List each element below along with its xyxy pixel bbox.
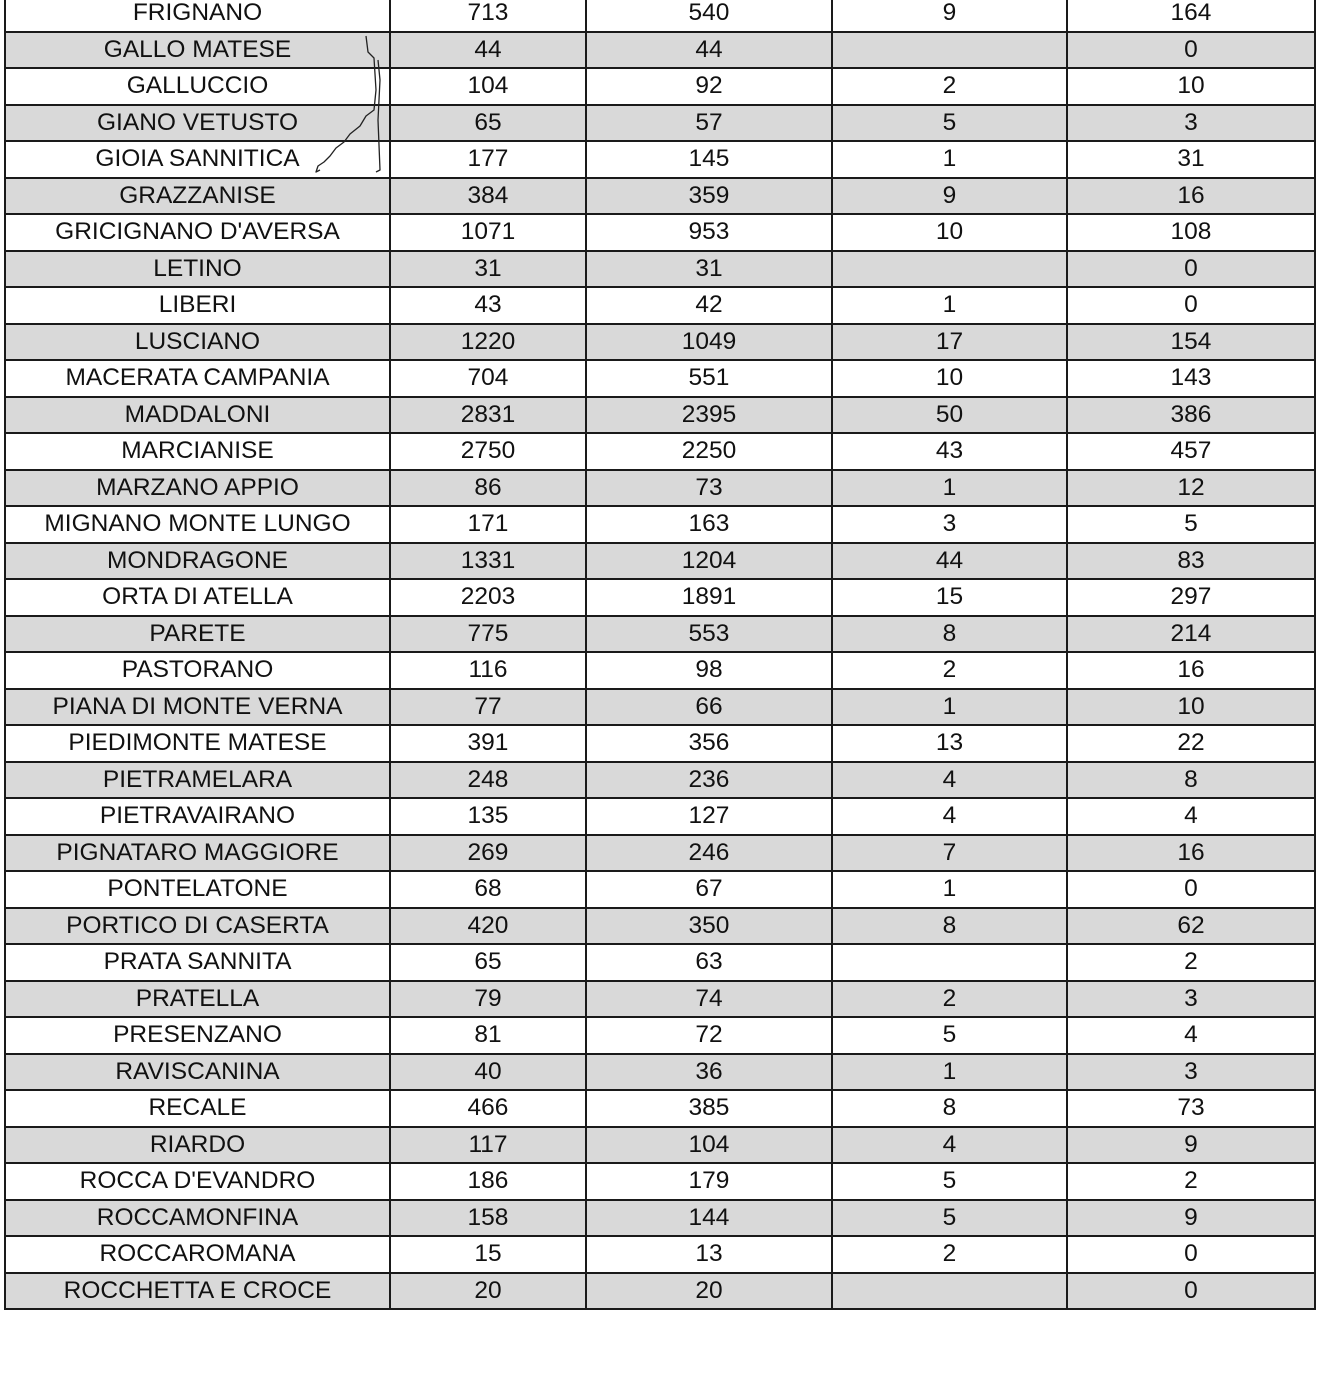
- value-cell: 31: [1067, 141, 1315, 178]
- value-cell: 2: [832, 1236, 1067, 1273]
- value-cell: 3: [1067, 1054, 1315, 1091]
- value-cell: 177: [390, 141, 586, 178]
- value-cell: 86: [390, 470, 586, 507]
- value-cell: 775: [390, 616, 586, 653]
- value-cell: 9: [1067, 1127, 1315, 1164]
- value-cell: 43: [390, 287, 586, 324]
- value-cell: 50: [832, 397, 1067, 434]
- table-row: [5, 616, 1315, 653]
- value-cell: 384: [390, 178, 586, 215]
- value-cell: 44: [832, 543, 1067, 580]
- table-row: [5, 141, 1315, 178]
- value-cell: 551: [586, 360, 832, 397]
- value-cell: [832, 944, 1067, 981]
- value-cell: 0: [1067, 287, 1315, 324]
- municipality-cell: PONTELATONE: [5, 871, 390, 908]
- table-body: [5, 0, 1315, 1309]
- value-cell: 10: [1067, 68, 1315, 105]
- table-row: [5, 871, 1315, 908]
- value-cell: 116: [390, 652, 586, 689]
- municipality-cell: LUSCIANO: [5, 324, 390, 361]
- value-cell: 0: [1067, 32, 1315, 69]
- value-cell: 5: [832, 1017, 1067, 1054]
- value-cell: 1: [832, 470, 1067, 507]
- table-row: [5, 178, 1315, 215]
- value-cell: 31: [390, 251, 586, 288]
- value-cell: 40: [390, 1054, 586, 1091]
- value-cell: 171: [390, 506, 586, 543]
- value-cell: 2: [832, 981, 1067, 1018]
- value-cell: 0: [1067, 1273, 1315, 1310]
- value-cell: 5: [832, 105, 1067, 142]
- table-row: [5, 1200, 1315, 1237]
- municipality-cell: RECALE: [5, 1090, 390, 1127]
- municipality-cell: PRATELLA: [5, 981, 390, 1018]
- value-cell: 5: [832, 1163, 1067, 1200]
- table-row: [5, 689, 1315, 726]
- value-cell: 4: [1067, 798, 1315, 835]
- municipality-cell: MONDRAGONE: [5, 543, 390, 580]
- municipality-cell: GALLUCCIO: [5, 68, 390, 105]
- municipality-cell: LIBERI: [5, 287, 390, 324]
- value-cell: 1: [832, 871, 1067, 908]
- value-cell: [832, 251, 1067, 288]
- municipality-cell: GALLO MATESE: [5, 32, 390, 69]
- value-cell: 246: [586, 835, 832, 872]
- value-cell: 135: [390, 798, 586, 835]
- value-cell: 269: [390, 835, 586, 872]
- value-cell: 553: [586, 616, 832, 653]
- table-row: [5, 324, 1315, 361]
- municipality-cell: GIANO VETUSTO: [5, 105, 390, 142]
- value-cell: 1071: [390, 214, 586, 251]
- municipality-cell: ROCCAROMANA: [5, 1236, 390, 1273]
- value-cell: 66: [586, 689, 832, 726]
- value-cell: 3: [1067, 981, 1315, 1018]
- municipality-cell: PIETRAVAIRANO: [5, 798, 390, 835]
- value-cell: 57: [586, 105, 832, 142]
- municipality-cell: RAVISCANINA: [5, 1054, 390, 1091]
- value-cell: 186: [390, 1163, 586, 1200]
- table-row: [5, 360, 1315, 397]
- table-row: [5, 1273, 1315, 1310]
- table-row: [5, 1017, 1315, 1054]
- municipality-cell: MARZANO APPIO: [5, 470, 390, 507]
- municipality-cell: ROCCAMONFINA: [5, 1200, 390, 1237]
- value-cell: 2: [832, 652, 1067, 689]
- value-cell: 2: [1067, 944, 1315, 981]
- table-row: [5, 835, 1315, 872]
- value-cell: 236: [586, 762, 832, 799]
- value-cell: 98: [586, 652, 832, 689]
- value-cell: 0: [1067, 871, 1315, 908]
- value-cell: 1: [832, 689, 1067, 726]
- value-cell: 466: [390, 1090, 586, 1127]
- value-cell: 9: [1067, 1200, 1315, 1237]
- value-cell: 5: [1067, 506, 1315, 543]
- value-cell: 457: [1067, 433, 1315, 470]
- value-cell: 127: [586, 798, 832, 835]
- value-cell: 67: [586, 871, 832, 908]
- value-cell: 2395: [586, 397, 832, 434]
- value-cell: 154: [1067, 324, 1315, 361]
- value-cell: 1331: [390, 543, 586, 580]
- municipality-cell: MACERATA CAMPANIA: [5, 360, 390, 397]
- value-cell: 92: [586, 68, 832, 105]
- value-cell: 1: [832, 1054, 1067, 1091]
- value-cell: 31: [586, 251, 832, 288]
- value-cell: 359: [586, 178, 832, 215]
- value-cell: 1: [832, 287, 1067, 324]
- value-cell: 4: [1067, 1017, 1315, 1054]
- value-cell: 13: [832, 725, 1067, 762]
- municipality-cell: GRAZZANISE: [5, 178, 390, 215]
- municipality-cell: PRESENZANO: [5, 1017, 390, 1054]
- municipality-cell: PRATA SANNITA: [5, 944, 390, 981]
- municipality-cell: ORTA DI ATELLA: [5, 579, 390, 616]
- value-cell: 8: [832, 908, 1067, 945]
- table-row: [5, 1163, 1315, 1200]
- table-row: [5, 908, 1315, 945]
- table-row: [5, 1127, 1315, 1164]
- municipality-cell: MARCIANISE: [5, 433, 390, 470]
- value-cell: 10: [832, 214, 1067, 251]
- value-cell: 104: [586, 1127, 832, 1164]
- municipality-cell: PIANA DI MONTE VERNA: [5, 689, 390, 726]
- value-cell: 4: [832, 798, 1067, 835]
- municipality-cell: PIGNATARO MAGGIORE: [5, 835, 390, 872]
- value-cell: 297: [1067, 579, 1315, 616]
- value-cell: 12: [1067, 470, 1315, 507]
- value-cell: 4: [832, 1127, 1067, 1164]
- table-row: [5, 214, 1315, 251]
- value-cell: 13: [586, 1236, 832, 1273]
- value-cell: 72: [586, 1017, 832, 1054]
- value-cell: 16: [1067, 835, 1315, 872]
- value-cell: 36: [586, 1054, 832, 1091]
- value-cell: 356: [586, 725, 832, 762]
- table-row: [5, 981, 1315, 1018]
- value-cell: 1049: [586, 324, 832, 361]
- value-cell: 1891: [586, 579, 832, 616]
- value-cell: 104: [390, 68, 586, 105]
- value-cell: 5: [832, 1200, 1067, 1237]
- table-row: [5, 32, 1315, 69]
- value-cell: 77: [390, 689, 586, 726]
- value-cell: 1: [832, 141, 1067, 178]
- value-cell: 8: [832, 1090, 1067, 1127]
- value-cell: 65: [390, 944, 586, 981]
- value-cell: 350: [586, 908, 832, 945]
- value-cell: 79: [390, 981, 586, 1018]
- table-row: [5, 652, 1315, 689]
- table-row: [5, 105, 1315, 142]
- value-cell: 81: [390, 1017, 586, 1054]
- value-cell: 44: [586, 32, 832, 69]
- municipality-cell: RIARDO: [5, 1127, 390, 1164]
- municipality-cell: PASTORANO: [5, 652, 390, 689]
- municipality-cell: FRIGNANO: [5, 0, 390, 32]
- table-row: [5, 725, 1315, 762]
- municipality-cell: ROCCA D'EVANDRO: [5, 1163, 390, 1200]
- table-row: [5, 251, 1315, 288]
- value-cell: 391: [390, 725, 586, 762]
- table-row: [5, 0, 1315, 32]
- value-cell: 214: [1067, 616, 1315, 653]
- municipality-cell: PORTICO DI CASERTA: [5, 908, 390, 945]
- value-cell: 713: [390, 0, 586, 32]
- value-cell: 385: [586, 1090, 832, 1127]
- value-cell: 164: [1067, 0, 1315, 32]
- value-cell: 62: [1067, 908, 1315, 945]
- table-row: [5, 1090, 1315, 1127]
- value-cell: 2: [1067, 1163, 1315, 1200]
- value-cell: 0: [1067, 1236, 1315, 1273]
- value-cell: 22: [1067, 725, 1315, 762]
- value-cell: 704: [390, 360, 586, 397]
- value-cell: [832, 1273, 1067, 1310]
- value-cell: 179: [586, 1163, 832, 1200]
- value-cell: 117: [390, 1127, 586, 1164]
- value-cell: 15: [390, 1236, 586, 1273]
- value-cell: 15: [832, 579, 1067, 616]
- value-cell: 158: [390, 1200, 586, 1237]
- value-cell: 68: [390, 871, 586, 908]
- value-cell: 4: [832, 762, 1067, 799]
- value-cell: 2: [832, 68, 1067, 105]
- table-row: [5, 579, 1315, 616]
- value-cell: 953: [586, 214, 832, 251]
- value-cell: 9: [832, 178, 1067, 215]
- table-row: [5, 68, 1315, 105]
- value-cell: 8: [832, 616, 1067, 653]
- value-cell: 20: [586, 1273, 832, 1310]
- value-cell: 83: [1067, 543, 1315, 580]
- value-cell: 20: [390, 1273, 586, 1310]
- municipality-cell: MIGNANO MONTE LUNGO: [5, 506, 390, 543]
- table-row: [5, 1054, 1315, 1091]
- value-cell: 7: [832, 835, 1067, 872]
- value-cell: 74: [586, 981, 832, 1018]
- municipality-cell: ROCCHETTA E CROCE: [5, 1273, 390, 1310]
- value-cell: 420: [390, 908, 586, 945]
- value-cell: 44: [390, 32, 586, 69]
- value-cell: 73: [1067, 1090, 1315, 1127]
- value-cell: 2203: [390, 579, 586, 616]
- value-cell: 2250: [586, 433, 832, 470]
- table-row: [5, 1236, 1315, 1273]
- table-row: [5, 397, 1315, 434]
- value-cell: 540: [586, 0, 832, 32]
- value-cell: 10: [832, 360, 1067, 397]
- municipality-cell: GRICIGNANO D'AVERSA: [5, 214, 390, 251]
- value-cell: 2831: [390, 397, 586, 434]
- table-row: [5, 506, 1315, 543]
- value-cell: 3: [1067, 105, 1315, 142]
- value-cell: 145: [586, 141, 832, 178]
- value-cell: 1204: [586, 543, 832, 580]
- value-cell: 65: [390, 105, 586, 142]
- table-row: [5, 944, 1315, 981]
- value-cell: 10: [1067, 689, 1315, 726]
- value-cell: 3: [832, 506, 1067, 543]
- municipality-cell: PARETE: [5, 616, 390, 653]
- table-row: [5, 433, 1315, 470]
- value-cell: 143: [1067, 360, 1315, 397]
- value-cell: 163: [586, 506, 832, 543]
- municipality-cell: PIEDIMONTE MATESE: [5, 725, 390, 762]
- data-table: [4, 0, 1316, 1310]
- value-cell: 42: [586, 287, 832, 324]
- table-row: [5, 762, 1315, 799]
- value-cell: 73: [586, 470, 832, 507]
- municipality-cell: GIOIA SANNITICA: [5, 141, 390, 178]
- municipality-cell: MADDALONI: [5, 397, 390, 434]
- table-row: [5, 470, 1315, 507]
- value-cell: 144: [586, 1200, 832, 1237]
- value-cell: 248: [390, 762, 586, 799]
- value-cell: 2750: [390, 433, 586, 470]
- value-cell: 43: [832, 433, 1067, 470]
- value-cell: 16: [1067, 178, 1315, 215]
- municipality-cell: PIETRAMELARA: [5, 762, 390, 799]
- value-cell: 1220: [390, 324, 586, 361]
- table-row: [5, 287, 1315, 324]
- table-row: [5, 543, 1315, 580]
- value-cell: 16: [1067, 652, 1315, 689]
- value-cell: 108: [1067, 214, 1315, 251]
- value-cell: 8: [1067, 762, 1315, 799]
- value-cell: 386: [1067, 397, 1315, 434]
- municipality-cell: LETINO: [5, 251, 390, 288]
- value-cell: 0: [1067, 251, 1315, 288]
- value-cell: 63: [586, 944, 832, 981]
- value-cell: [832, 32, 1067, 69]
- value-cell: 9: [832, 0, 1067, 32]
- value-cell: 17: [832, 324, 1067, 361]
- table-row: [5, 798, 1315, 835]
